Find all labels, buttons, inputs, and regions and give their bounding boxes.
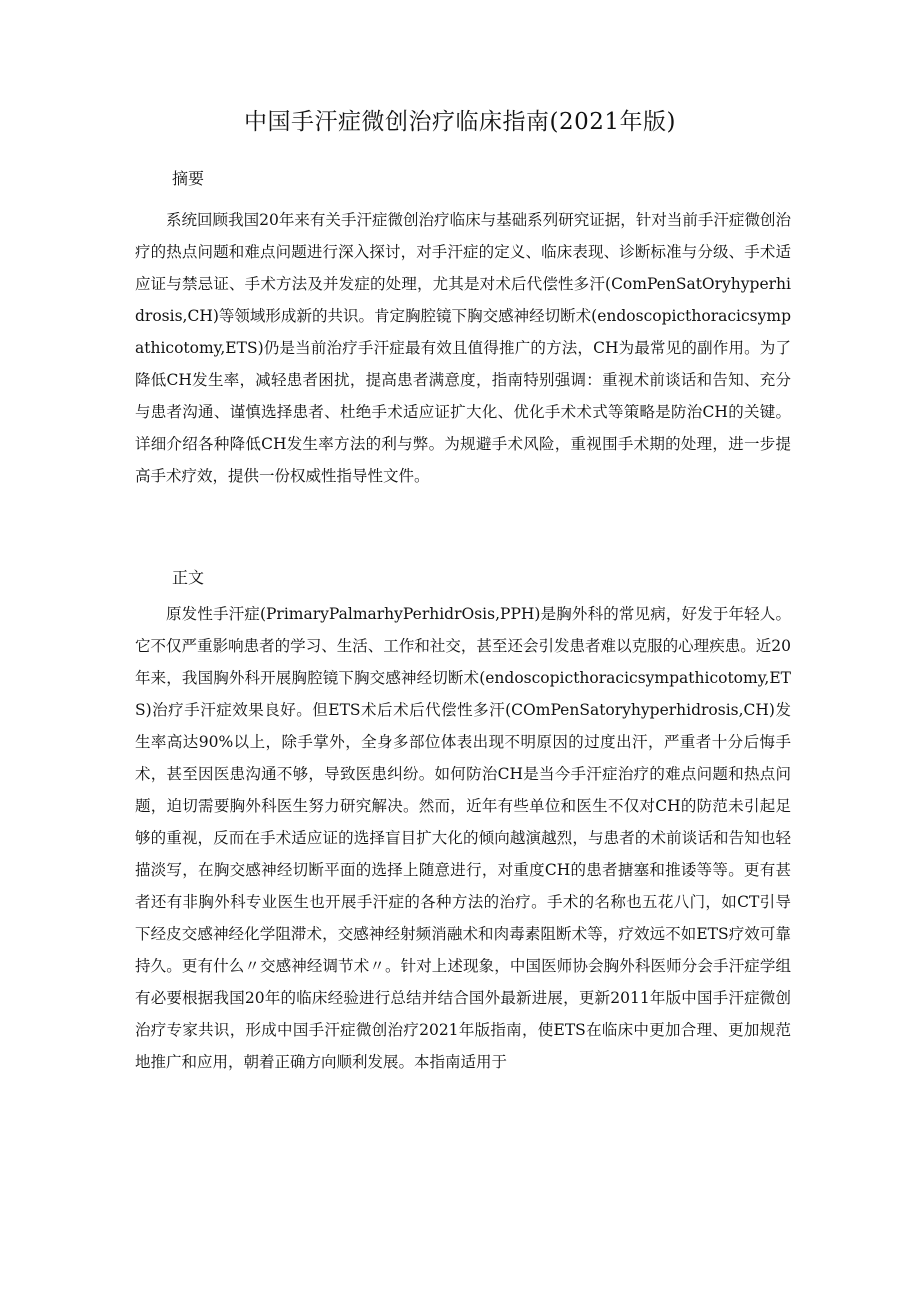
body-paragraph: 原发性手汗症(PrimaryPalmarhyPerhidrOsis,PPH)是胸外科的常见病，好发于年轻人。它不仅严重影响患者的学习、生活、工作和社交，甚至还会引发患者难以克服的心理疾患。近20年来，我国胸外科开展胸腔镜下胸交感神经切断术(endoscopicthoracicsympathicotomy,ETS)治疗手汗症效果良好。但ETS术后术后代偿性多汗(COmPenSatoryhyperhidrosis,CH)发生率高达90%以上，除手掌外，全身多部位体表出现不明原因的过度出汗，严重者十分后悔手术，甚至因医患沟通不够，导致医患纠纷。如何防治CH是当今手汗症治疗的难点问题和热点问题，迫切需要胸外科医生努力研究解决。然而，近年有些单位和医生不仅对CH的防范未引起足够的重视，反而在手术适应证的选择盲目扩大化的倾向越演越烈，与患者的术前谈话和告知也轻描淡写，在胸交感神经切断平面的选择上随意进行，对重度CH的患者搪塞和推诿等等。更有甚者还有非胸外科专业医生也开展手汗症的各种方法的治疗。手术的名称也五花八门，如CT引导下经皮交感神经化学阻滞术，交感神经射频消融术和肉毒素阻断术等，疗效远不如ETS疗效可靠持久。更有什么〃交感神经调节术〃。针对上述现象，中国医师协会胸外科医师分会手汗症学组有必要根据我国20年的临床经验进行总结并结合国外最新进展，更新2011年版中国手汗症微创治疗专家共识，形成中国手汗症微创治疗2021年版指南，使ETS在临床中更加合理、更加规范地推广和应用，朝着正确方向顺利发展。本指南适用于 (135, 605, 791, 1071)
document-title: 中国手汗症微创治疗临床指南(2021年版) (244, 109, 676, 135)
body-heading: 正文 (172, 568, 205, 587)
abstract-paragraph: 系统回顾我国20年来有关手汗症微创治疗临床与基础系列研究证据，针对当前手汗症微创治疗的热点问题和难点问题进行深入探讨，对手汗症的定义、临床表现、诊断标准与分级、手术适应证与禁忌证、手术方法及并发症的处理，尤其是对术后代偿性多汗(ComPenSatOryhyperhidrosis,CH)等领域形成新的共识。肯定胸腔镜下胸交感神经切断术(endoscopicthoracicsympathicotomy,ETS)仍是当前治疗手汗症最有效且值得推广的方法，CH为最常见的副作用。为了降低CH发生率，减轻患者困扰，提高患者满意度，指南特别强调：重视术前谈话和告知、充分与患者沟通、谨慎选择患者、杜绝手术适应证扩大化、优化手术术式等策略是防治CH的关键。详细介绍各种降低CH发生率方法的利与弊。为规避手术风险，重视围手术期的处理，进一步提高手术疗效，提供一份权威性指导性文件。 (135, 211, 791, 485)
abstract-heading: 摘要 (172, 169, 205, 188)
